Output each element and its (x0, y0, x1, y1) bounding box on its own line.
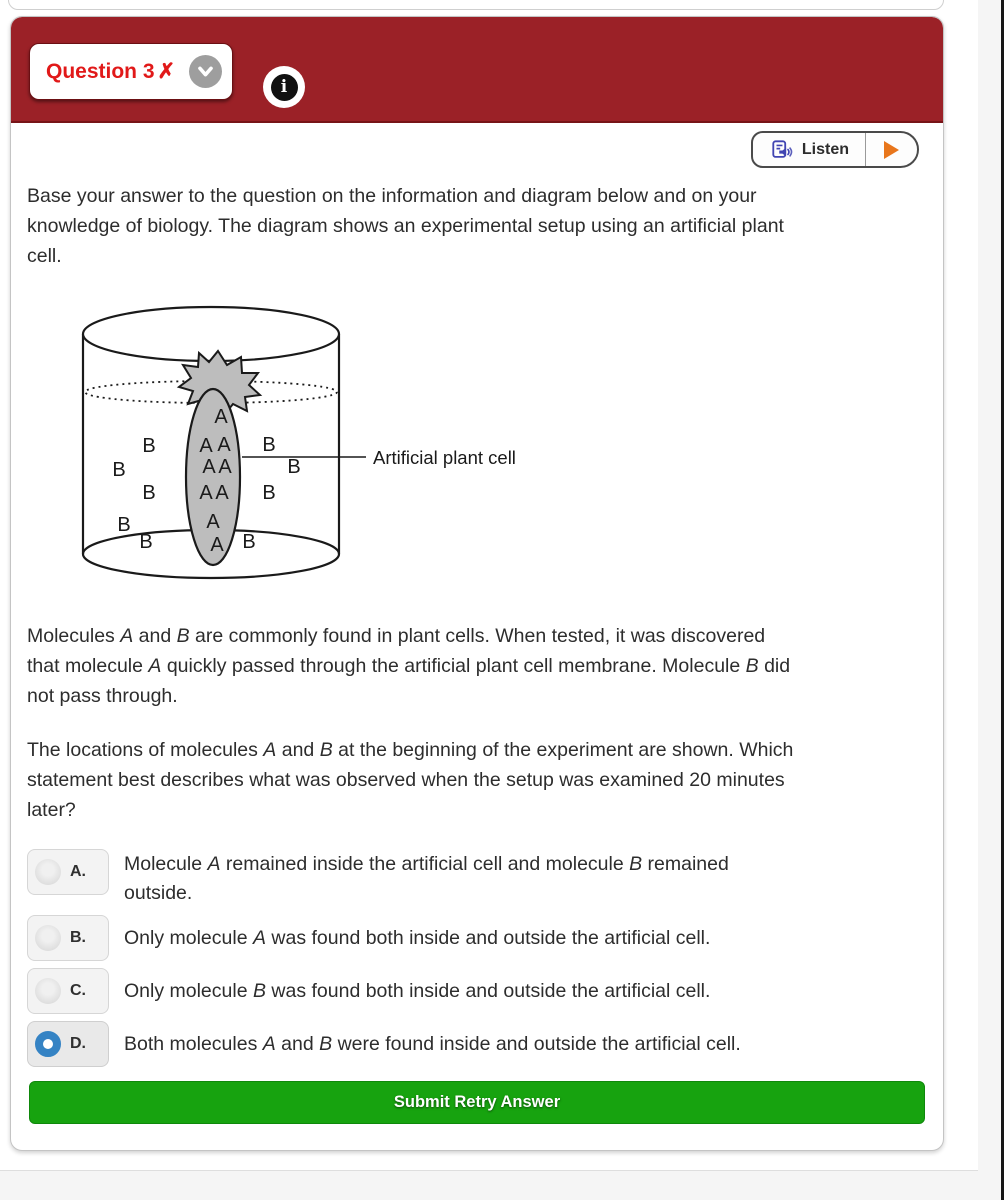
option-b-selector[interactable] (27, 915, 109, 961)
option-d-radio[interactable] (35, 1031, 61, 1057)
molecule-b-label: B (287, 456, 301, 478)
molecule-b-label: B (242, 531, 256, 553)
scrollbar-track[interactable] (978, 0, 1001, 1200)
experiment-diagram (61, 299, 927, 601)
beaker-top (83, 307, 339, 361)
molecule-b-label: B (139, 531, 153, 553)
option-c-selector[interactable] (27, 968, 109, 1014)
option-d-letter: D. (70, 1035, 86, 1052)
question-header (11, 17, 943, 123)
listen-button (751, 131, 919, 168)
text-to-speech-icon (771, 139, 793, 161)
play-button[interactable] (865, 133, 917, 166)
molecule-a-label: A (206, 511, 220, 533)
option-c-letter: C. (70, 982, 86, 999)
answer-option-b (27, 915, 927, 961)
option-b-text: Only molecule A was found both inside and outside the artificial cell. (124, 927, 711, 949)
question-card (10, 16, 944, 1151)
previous-question-card-edge (8, 0, 944, 10)
answer-options (27, 849, 927, 1067)
info-button[interactable] (263, 66, 305, 108)
cell-label: Artificial plant cell (373, 447, 516, 468)
listen-row (27, 123, 927, 179)
page-footer (0, 1170, 981, 1200)
answer-option-a (27, 849, 927, 908)
option-b-letter: B. (70, 929, 86, 946)
question-body-text: Molecules A and B are commonly found in plant cells. When tested, it was discovered that molecule A quickly passed through the artificial plant cell membrane. Molecule B did not pass through. (27, 625, 791, 707)
option-d-selector[interactable] (27, 1021, 109, 1067)
answer-option-d (27, 1021, 927, 1067)
play-icon (884, 141, 899, 159)
option-a-radio[interactable] (35, 859, 61, 885)
submit-retry-answer-button[interactable]: Submit Retry Answer (29, 1081, 925, 1124)
molecule-b-label: B (142, 435, 156, 457)
option-a-letter: A. (70, 863, 86, 880)
molecule-a-label: A (217, 434, 231, 456)
answer-option-c (27, 968, 927, 1014)
molecule-b-label: B (117, 514, 131, 536)
option-c-radio[interactable] (35, 978, 61, 1004)
incorrect-mark: ✗ (157, 60, 176, 83)
option-a-text: Molecule A remained inside the artificial cell and molecule B remained outside. (124, 853, 729, 904)
question-dropdown-button[interactable] (29, 43, 233, 100)
option-d-text: Both molecules A and B were found inside and outside the artificial cell. (124, 1033, 741, 1055)
question-intro-text: Base your answer to the question on the information and diagram below and on your knowledge of biology. The diagram shows an experimental setup using an artificial plant cell. (27, 185, 784, 267)
question-prompt-text: The locations of molecules A and B at the beginning of the experiment are shown. Which statement best describes what was observed when the setup was examined 20 minutes later? (27, 739, 794, 821)
molecule-a-label: A (199, 435, 213, 457)
chevron-down-icon[interactable] (189, 55, 222, 88)
molecule-b-label: B (262, 434, 276, 456)
molecule-a-label: A (214, 406, 228, 428)
info-icon (271, 74, 298, 101)
listen-text-button[interactable] (753, 133, 865, 166)
molecule-a-label: A (210, 534, 224, 556)
molecule-a-label: A (215, 482, 229, 504)
option-a-selector[interactable] (27, 849, 109, 895)
molecule-a-label: A (199, 482, 213, 504)
molecule-a-label: A (202, 456, 216, 478)
molecule-b-label: B (112, 459, 126, 481)
question-number-label: Question 3 (46, 59, 155, 83)
option-c-text: Only molecule B was found both inside and outside the artificial cell. (124, 980, 711, 1002)
info-glyph: i (280, 76, 288, 97)
molecule-b-label: B (262, 482, 276, 504)
option-b-radio[interactable] (35, 925, 61, 951)
question-content (11, 123, 943, 1150)
molecule-b-label: B (142, 482, 156, 504)
listen-label: Listen (801, 140, 849, 158)
molecule-a-label: A (218, 456, 232, 478)
